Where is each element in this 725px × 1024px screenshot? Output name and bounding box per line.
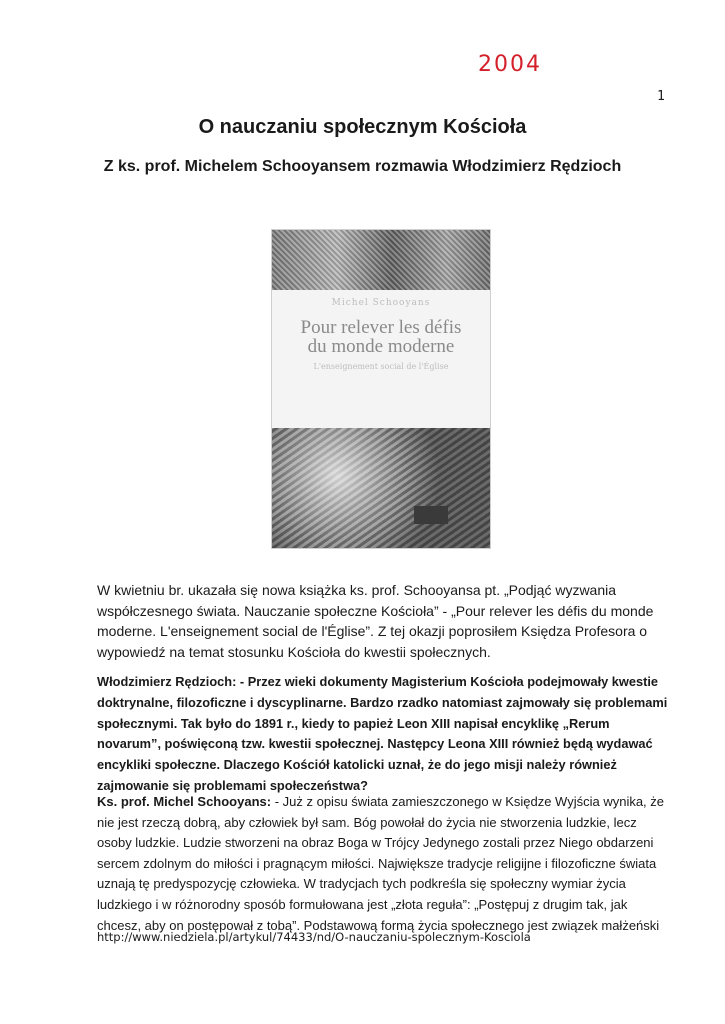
book-cover-image	[271, 229, 491, 549]
interview-question: Włodzimierz Rędzioch: - Przez wieki dokumenty Magisterium Kościoła podejmowały kwestie doktrynalne, filozoficzne i dyscyplinarne. Bardzo rzadko natomiast zajmowały się problemami społecznymi. Tak było do 1891 r., kiedy to papież Leon XIII napisał encyklikę „Rerum novarum”, poświęconą tzw. kwestii społecznej. Następcy Leona XIII również będą wydawać encykliki społeczne. Dlaczego Kościół katolicki uznał, że do jego misji należy również zajmowanie się problemami społeczeństwa?	[97, 674, 668, 793]
cover-photo-bottom	[272, 428, 490, 548]
page-number: 1	[657, 89, 665, 104]
article-subtitle: Z ks. prof. Michelem Schooyansem rozmawia Włodzimierz Rędzioch	[103, 158, 622, 175]
interview-answer	[97, 792, 669, 936]
cover-subtitle: L'enseignement social de l'Église	[313, 362, 449, 371]
publisher-logo	[414, 506, 448, 524]
article-title: O nauczaniu społecznym Kościoła	[198, 116, 527, 138]
cover-title	[272, 318, 490, 356]
intro-paragraph: W kwietniu br. ukazała się nowa książka ks. prof. Schooyansa pt. „Podjąć wyzwania współczesnego świata. Nauczanie społeczne Kościoła” - „Pour relever les défis du monde moderne. L'enseignement social de l'Église”. Z tej okazji poprosiłem Księdza Profesora o wypowiedź na temat stosunku Kościoła do kwestii społecznych.	[97, 582, 654, 660]
cover-photo-top	[272, 230, 490, 290]
cover-author: Michel Schooyans	[331, 298, 431, 308]
cover-title-line2: du monde moderne	[307, 336, 455, 357]
handwritten-year-annotation: 2004	[478, 52, 542, 77]
source-url: http://www.niedziela.pl/artykul/74433/nd/O-nauczaniu-spolecznym-Kosciola	[97, 930, 531, 944]
cover-title-line1: Pour relever les défis	[300, 317, 462, 338]
answer-text: - Już z opisu świata zamieszczonego w Księdze Wyjścia wynika, że nie jest rzeczą dobrą, aby człowiek był sam. Bóg powołał do życia nie stworzenia ludzkie, lecz osoby ludzkie. Ludzie stworzeni na obraz Boga w Trójcy Jedynego zostali przez Niego obdarzeni sercem zdolnym do miłości i pragnącym miłości. Największe tradycje religijne i filozoficzne świata uznają tę predyspozycję człowieka. W tradycjach tych podkreśla się społeczny wymiar życia ludzkiego i w różnorodny sposób formułowana jest „złota reguła”: „Postępuj z drugim tak, jak chcesz, aby on postępował z tobą”. Podstawową formą życia społecznego jest związek małżeński	[97, 794, 665, 933]
answer-speaker: Ks. prof. Michel Schooyans:	[97, 794, 272, 809]
